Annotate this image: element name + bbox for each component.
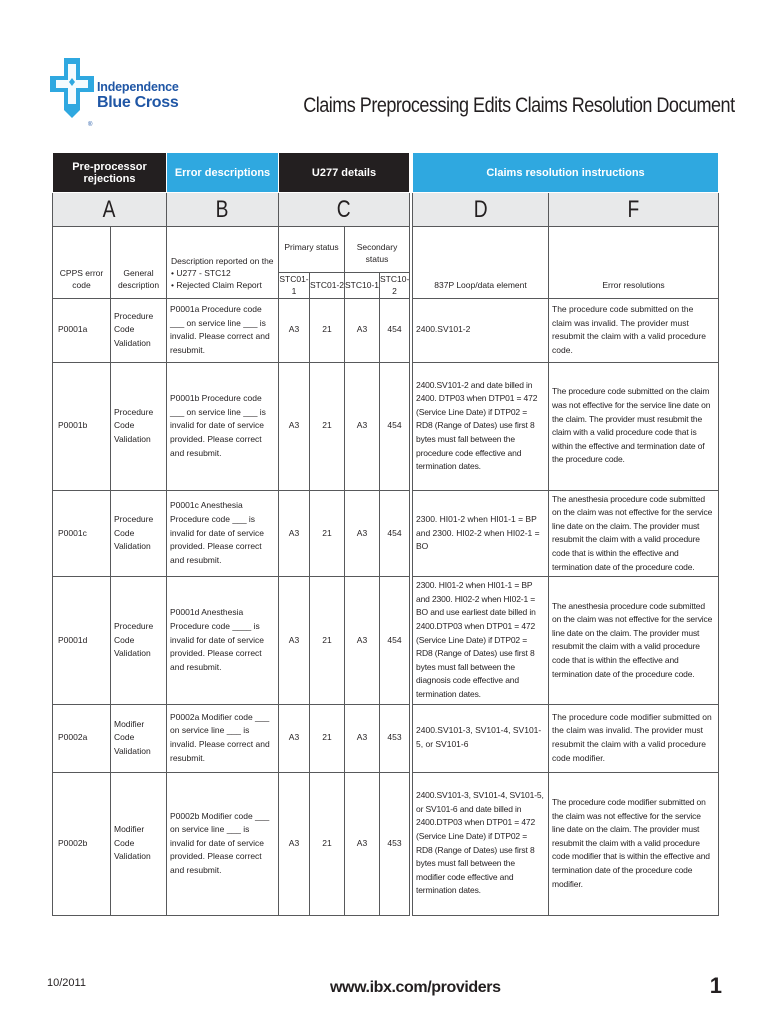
cell-error-resolution: The procedure code submitted on the claim was invalid. The provider must resubmit the claim with a valid procedure code.: [549, 298, 719, 362]
cell-stc01-1: A3: [279, 298, 310, 362]
cell-cpps-code: P0001b: [53, 362, 111, 490]
subheader-error-resolutions: Error resolutions: [549, 227, 719, 299]
cell-stc10-2: 454: [380, 362, 410, 490]
document-title: Claims Preprocessing Edits Claims Resolution Document: [303, 94, 735, 117]
cell-stc10-1: A3: [345, 490, 380, 577]
cell-cpps-code: P0001c: [53, 490, 111, 577]
cell-stc01-2: 21: [310, 490, 345, 577]
cell-general-description: Procedure Code Validation: [111, 298, 167, 362]
column-letter-row: [53, 193, 719, 227]
cell-stc01-2: 21: [310, 772, 345, 915]
cell-stc01-1: A3: [279, 362, 310, 490]
cell-general-description: Procedure Code Validation: [111, 362, 167, 490]
cell-cpps-code: P0001a: [53, 298, 111, 362]
subheader-cpps-error-code: CPPS error code: [53, 227, 111, 299]
desc-bullet-u277: • U277 - STC12: [171, 268, 231, 278]
subheader-stc01-1: STC01-1: [279, 274, 309, 297]
footer-providers-link[interactable]: www.ibx.com/providers: [330, 979, 501, 996]
table-row: [53, 298, 719, 362]
cell-error-description: P0001d Anesthesia Procedure code ____ is invalid for date of service provided. Please correct and resubmit.: [167, 577, 279, 704]
subheader-stc10-1: STC10-1: [345, 273, 380, 299]
subheader-primary-status: Primary status: [279, 227, 345, 273]
cell-stc10-1: A3: [345, 298, 380, 362]
cell-error-resolution: The procedure code modifier submitted on the claim was not effective for the service line date on the claim. The provider must resubmit the claim with a valid procedure code modifier that is within the effective and termination date of the procedure code modifier.: [549, 772, 719, 915]
sub-header-row: [53, 227, 719, 273]
subheader-general-description: General description: [111, 227, 167, 299]
column-letter-b: B: [167, 193, 279, 227]
cell-stc01-2: 21: [310, 704, 345, 772]
registered-mark: ®: [88, 122, 93, 128]
cell-loop-element: 2300. HI01-2 when HI01-1 = BP and 2300. HI02-2 when HI02-1 = BO: [413, 490, 549, 577]
cell-general-description: Modifier Code Validation: [111, 704, 167, 772]
cell-stc10-2: 454: [380, 298, 410, 362]
cell-loop-element: 2400.SV101-3, SV101-4, SV101-5, or SV101-6 and date billed in 2400.DTP03 when DTP01 = 472 (Service Line Date) if DTP02 = RD8 (Range of Dates) use first 8 bytes must fall between the modifier code effective and termination dates.: [413, 772, 549, 915]
cell-stc10-2: 453: [380, 772, 410, 915]
cell-cpps-code: P0001d: [53, 577, 111, 704]
table-row: [53, 490, 719, 577]
cell-error-resolution: The procedure code modifier submitted on the claim was invalid. The provider must resubmit the claim with a valid procedure code modifier.: [549, 704, 719, 772]
header-u277-details: U277 details: [279, 153, 410, 193]
cell-error-resolution: The procedure code submitted on the claim was not effective for the service line date on the claim. The provider must resubmit the claim with a valid procedure code that is within the effective and termination date of the procedure code.: [549, 362, 719, 490]
cell-stc01-2: 21: [310, 362, 345, 490]
subheader-loop-element: 837P Loop/data element: [413, 227, 549, 299]
cell-general-description: Procedure Code Validation: [111, 490, 167, 577]
cell-error-description: P0002b Modifier code ___ on service line ___ is invalid for date of service provided. Please correct and resubmit.: [167, 772, 279, 915]
desc-bullet-rejected-report: • Rejected Claim Report: [171, 280, 262, 291]
cell-stc10-1: A3: [345, 704, 380, 772]
cell-error-description: P0002a Modifier code ___ on service line ___ is invalid. Please correct and resubmit.: [167, 704, 279, 772]
table-row: [53, 772, 719, 915]
brand-logo: [50, 58, 200, 132]
cell-stc10-1: A3: [345, 577, 380, 704]
footer-date: 10/2011: [47, 977, 86, 989]
brand-name-line1: Independence: [97, 80, 179, 94]
table-row: [53, 704, 719, 772]
cell-error-description: P0001b Procedure code ___ on service line ___ is invalid for date of service provided. Please correct and resubmit.: [167, 362, 279, 490]
cell-stc10-2: 454: [380, 490, 410, 577]
cell-stc10-2: 454: [380, 577, 410, 704]
blue-cross-icon: [50, 58, 94, 124]
header-claims-resolution: Claims resolution instructions: [413, 153, 719, 193]
page-number: 1: [709, 973, 722, 998]
brand-name-line2: Blue Cross: [97, 94, 179, 111]
cell-general-description: Procedure Code Validation: [111, 577, 167, 704]
desc-reported-label: Description reported on the: [171, 255, 274, 266]
cell-error-resolution: The anesthesia procedure code submitted on the claim was not effective for the service line date on the claim. The provider must resubmit the claim with a valid procedure code that is within the effective and termination date of the procedure code.: [549, 490, 719, 577]
claims-edits-table: [52, 152, 719, 916]
cell-general-description: Modifier Code Validation: [111, 772, 167, 915]
cell-cpps-code: P0002a: [53, 704, 111, 772]
column-letter-f: F: [549, 193, 719, 227]
cell-stc10-1: A3: [345, 772, 380, 915]
cell-loop-element: 2400.SV101-3, SV101-4, SV101-5, or SV101-6: [413, 704, 549, 772]
subheader-stc10-2: STC10-2: [380, 274, 410, 297]
cell-stc01-2: 21: [310, 577, 345, 704]
cell-cpps-code: P0002b: [53, 772, 111, 915]
cell-stc01-1: A3: [279, 704, 310, 772]
header-preprocessor-rejections: Pre-processor rejections: [53, 153, 167, 193]
cell-error-description: P0001c Anesthesia Procedure code ___ is invalid for date of service provided. Please correct and resubmit.: [167, 490, 279, 577]
cell-stc01-1: A3: [279, 577, 310, 704]
cell-loop-element: 2400.SV101-2: [413, 298, 549, 362]
cell-stc10-2: 453: [380, 704, 410, 772]
cell-error-description: P0001a Procedure code ___ on service line ___ is invalid. Please correct and resubmit.: [167, 298, 279, 362]
cell-stc01-2: 21: [310, 298, 345, 362]
column-letter-d: D: [413, 193, 549, 227]
table-row: [53, 577, 719, 704]
subheader-secondary-status: Secondary status: [345, 227, 410, 273]
cell-stc01-1: A3: [279, 772, 310, 915]
subheader-stc01-2: STC01-2: [310, 273, 345, 299]
subheader-description-reported: [167, 227, 279, 299]
header-error-descriptions: Error descriptions: [167, 153, 279, 193]
table-row: [53, 362, 719, 490]
cell-loop-element: 2400.SV101-2 and date billed in 2400. DTP03 when DTP01 = 472 (Service Line Date) if DTP02 = RD8 (Range of Dates) use first 8 bytes must fall between the procedure code effective and termination dates.: [413, 362, 549, 490]
section-header-row: [53, 153, 719, 193]
cell-error-resolution: The anesthesia procedure code submitted on the claim was not effective for the service line date on the claim. The provider must resubmit the claim with a valid procedure code that is within the effective and termination date of the procedure code.: [549, 577, 719, 704]
cell-loop-element: 2300. HI01-2 when HI01-1 = BP and 2300. HI02-2 when HI02-1 = BO and use earliest date billed in 2400.DTP03 when DTP01 = 472 (Service Line Date) if DTP02 = RD8 (Range of Dates) use first 8 bytes must fall between the diagnosis code effective and termination dates.: [413, 577, 549, 704]
cell-stc01-1: A3: [279, 490, 310, 577]
column-letter-c: C: [279, 193, 410, 227]
cell-stc10-1: A3: [345, 362, 380, 490]
column-letter-a: A: [53, 193, 167, 227]
